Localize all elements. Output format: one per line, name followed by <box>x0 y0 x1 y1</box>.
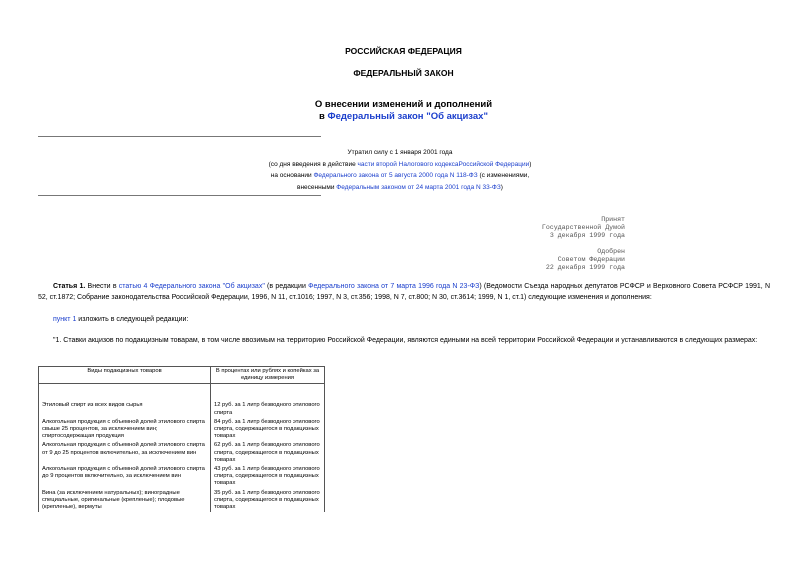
rate-cell: 84 руб. за 1 литр безводного этилового спирта, содержащегося в подакцизных товарах <box>211 418 325 442</box>
validity-line2 <box>220 159 580 171</box>
validity-line3-prefix: на основании <box>270 172 314 179</box>
article-1 <box>38 281 770 303</box>
validity-line3-suffix: (с изменениями, <box>477 172 530 179</box>
tax-code-link[interactable]: части второй Налогового кодекса <box>357 160 459 168</box>
validity-line2-suffix: ) <box>529 160 532 168</box>
law-title <box>0 99 807 123</box>
article-1-text-b: (в редакции <box>264 283 309 290</box>
validity-line1: Утратил силу с 1 января 2001 года <box>347 149 453 156</box>
point-1-text: изложить в следующей редакции: <box>76 316 189 323</box>
goods-cell: Алкогольная продукция с объемной долей этилового спирта до 9 процентов включительно, за исключением вин <box>39 465 211 489</box>
goods-cell: Вина (за исключением натуральных); виноградные специальные, оригинальные (крепленые); плодовые (крепленые), вермуты <box>39 489 211 513</box>
law-type-heading: ФЕДЕРАЛЬНЫЙ ЗАКОН <box>353 68 454 78</box>
point-1-instruction <box>53 314 188 325</box>
table-row <box>39 489 325 513</box>
law-title-line1: О внесении изменений и дополнений <box>314 99 493 110</box>
divider-top <box>38 136 321 137</box>
table-row <box>39 441 325 465</box>
approved-by-council: Одобрен Советом Федерации 22 декабря 1999 года <box>545 248 625 271</box>
article-1-text-c: ) (Ведомости Съезда народных депутатов РСФСР и Верховного Совета РСФСР 1991, N 52, ст.1872; Собрание законодательства Российской Федерации, 1996, N 11, ст.1016; 1997, N 3, ст.356; 1998, N 7, ст.800; N 30, ст.3614; 1999, N 1, ст.1) следующие изменения и дополнения: <box>38 283 770 301</box>
law-title-line2 <box>0 111 807 123</box>
article-1-label: Статья 1. <box>53 283 86 290</box>
russian-federation-link[interactable]: Российской Федерации <box>458 160 530 168</box>
validity-line4 <box>220 182 580 194</box>
adopted-by-duma: Принят Государственной Думой 3 декабря 1999 года <box>541 216 625 239</box>
table-spacer <box>211 384 325 401</box>
table-row <box>39 465 325 489</box>
table-header-row <box>39 367 325 384</box>
column-header-rate: В процентах или рублях и копейках за единицу измерения <box>211 367 325 384</box>
rate-cell: 35 руб. за 1 литр безводного этилового спирта, содержащегося в подакцизных товарах <box>211 489 325 513</box>
law-118-link[interactable]: Федерального закона от 5 августа 2000 года N 118-ФЗ <box>313 172 478 179</box>
rate-cell: 12 руб. за 1 литр безводного этилового спирта <box>211 400 325 417</box>
article-4-link[interactable]: статью 4 Федерального закона "Об акцизах" <box>118 283 265 290</box>
validity-line4-suffix: ) <box>500 183 503 191</box>
table-spacer <box>39 384 211 401</box>
column-header-goods: Виды подакцизных товаров <box>39 367 211 384</box>
article-1-text-a: Внести в <box>85 283 119 290</box>
country-heading: РОССИЙСКАЯ ФЕДЕРАЦИЯ <box>345 46 462 56</box>
rate-cell: 43 руб. за 1 литр безводного этилового спирта, содержащегося в подакцизных товарах <box>211 465 325 489</box>
validity-note <box>220 147 580 193</box>
excise-rates-table <box>38 366 325 512</box>
law-title-link[interactable]: Федеральный закон "Об акцизах" <box>327 111 488 122</box>
law-33-link[interactable]: Федеральным законом от 24 марта 2001 года N 33-ФЗ <box>336 183 501 191</box>
goods-cell: Алкогольная продукция с объемной долей этилового спирта от 9 до 25 процентов включительно, за исключением вин <box>39 441 211 465</box>
table-row <box>39 400 325 417</box>
validity-line3 <box>220 170 580 182</box>
validity-line2-prefix: (со дня введения в действие <box>268 160 358 168</box>
goods-cell: Алкогольная продукция с объемной долей этилового спирта свыше 25 процентов, за исключением вин; спиртосодержащая продукция <box>39 418 211 442</box>
divider-bottom <box>38 195 321 196</box>
law-23-link[interactable]: Федерального закона от 7 марта 1996 года N 23-ФЗ <box>308 283 480 290</box>
excise-rates-quote: "1. Ставки акцизов по подакцизным товарам, в том числе ввозимым на территорию Российской Федерации, являются едиными на всей территории Российской Федерации и устанавливаются в следующих размерах: <box>53 337 758 344</box>
goods-cell: Этиловый спирт из всех видов сырья <box>39 400 211 417</box>
rate-cell: 62 руб. за 1 литр безводного этилового спирта, содержащегося в подакцизных товарах <box>211 441 325 465</box>
law-title-prefix: в <box>319 111 328 122</box>
validity-line4-prefix: внесенными <box>297 183 337 191</box>
table-row <box>39 418 325 442</box>
point-1-link[interactable]: пункт 1 <box>53 316 77 323</box>
